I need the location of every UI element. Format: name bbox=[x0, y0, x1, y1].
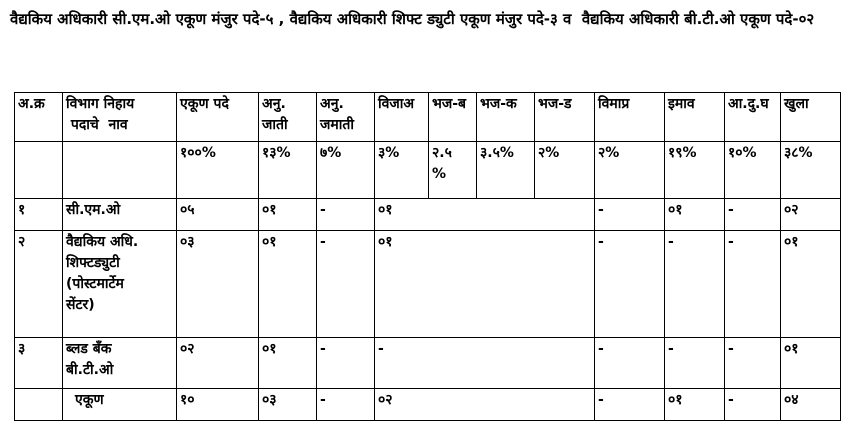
percent-row bbox=[15, 142, 841, 199]
percent-cell: २% bbox=[595, 142, 665, 199]
sc-cell: ०१ bbox=[259, 231, 317, 338]
obc-cell: - bbox=[665, 338, 725, 389]
sr-cell: २ bbox=[15, 231, 63, 338]
header-cell: भज-क bbox=[477, 93, 535, 142]
header-cell: विभाग निहाय पदाचे नाव bbox=[63, 93, 177, 142]
ews-cell: - bbox=[725, 199, 781, 231]
sc-cell: ०१ bbox=[259, 199, 317, 231]
sr-cell bbox=[15, 389, 63, 421]
header-cell: भज-ड bbox=[535, 93, 595, 142]
sbc-cell: - bbox=[595, 231, 665, 338]
open-cell: ०१ bbox=[781, 338, 841, 389]
vjnt-cell: ०२ bbox=[375, 389, 595, 421]
percent-cell: ७% bbox=[317, 142, 375, 199]
percent-cell: १३% bbox=[259, 142, 317, 199]
open-cell: ०४ bbox=[781, 389, 841, 421]
total-cell: १० bbox=[177, 389, 259, 421]
percent-cell: २.५ % bbox=[429, 142, 477, 199]
percent-cell bbox=[15, 142, 63, 199]
header-cell: एकूण पदे bbox=[177, 93, 259, 142]
header-cell: इमाव bbox=[665, 93, 725, 142]
ews-cell: - bbox=[725, 389, 781, 421]
percent-cell: १९% bbox=[665, 142, 725, 199]
percent-cell: ३% bbox=[375, 142, 429, 199]
st-cell: - bbox=[317, 199, 375, 231]
header-cell: आ.दु.घ bbox=[725, 93, 781, 142]
header-row bbox=[15, 93, 841, 142]
percent-cell bbox=[63, 142, 177, 199]
percent-cell: १०% bbox=[725, 142, 781, 199]
header-cell: भज-ब bbox=[429, 93, 477, 142]
total-row bbox=[15, 389, 841, 421]
vjnt-cell: - bbox=[375, 338, 595, 389]
obc-cell: - bbox=[665, 231, 725, 338]
obc-cell: ०१ bbox=[665, 199, 725, 231]
header-cell: अनु. जाती bbox=[259, 93, 317, 142]
post-name-cell: ब्लड बँक बी.टी.ओ bbox=[63, 338, 177, 389]
table-row bbox=[15, 338, 841, 389]
sr-cell: ३ bbox=[15, 338, 63, 389]
header-cell: खुला bbox=[781, 93, 841, 142]
ews-cell: - bbox=[725, 338, 781, 389]
sbc-cell: - bbox=[595, 389, 665, 421]
open-cell: ०२ bbox=[781, 199, 841, 231]
total-cell: ०२ bbox=[177, 338, 259, 389]
open-cell: ०१ bbox=[781, 231, 841, 338]
table-row bbox=[15, 231, 841, 338]
st-cell: - bbox=[317, 338, 375, 389]
percent-cell: ३.५% bbox=[477, 142, 535, 199]
percent-cell: १००% bbox=[177, 142, 259, 199]
page-heading: वैद्यकिय अधिकारी सी.एम.ओ एकूण मंजुर पदे-५ , वैद्यकिय अधिकारी शिफ्ट ड्युटी एकूण मंजुर पदे-३ व वैद्यकिय अधिकारी बी.टी.ओ एकूण पदे-०२ bbox=[10, 10, 815, 28]
header-cell: अ.क्र bbox=[15, 93, 63, 142]
sbc-cell: - bbox=[595, 199, 665, 231]
total-cell: ०३ bbox=[177, 231, 259, 338]
post-name-cell: एकूण bbox=[63, 389, 177, 421]
st-cell: - bbox=[317, 231, 375, 338]
header-cell: अनु. जमाती bbox=[317, 93, 375, 142]
post-name-cell: वैद्यकिय अधि. शिफ्टड्युटी (पोस्टमार्टेम सेंटर) bbox=[63, 231, 177, 338]
percent-cell: २% bbox=[535, 142, 595, 199]
vjnt-cell: ०१ bbox=[375, 199, 595, 231]
sc-cell: ०३ bbox=[259, 389, 317, 421]
table-row bbox=[15, 199, 841, 231]
sbc-cell: - bbox=[595, 338, 665, 389]
sr-cell: १ bbox=[15, 199, 63, 231]
sc-cell: ०१ bbox=[259, 338, 317, 389]
total-cell: ०५ bbox=[177, 199, 259, 231]
percent-cell: ३८% bbox=[781, 142, 841, 199]
obc-cell: ०१ bbox=[665, 389, 725, 421]
st-cell: - bbox=[317, 389, 375, 421]
ews-cell: - bbox=[725, 231, 781, 338]
vjnt-cell: ०१ bbox=[375, 231, 595, 338]
header-cell: विमाप्र bbox=[595, 93, 665, 142]
post-name-cell: सी.एम.ओ bbox=[63, 199, 177, 231]
header-cell: विजाअ bbox=[375, 93, 429, 142]
reservation-table bbox=[14, 92, 841, 421]
